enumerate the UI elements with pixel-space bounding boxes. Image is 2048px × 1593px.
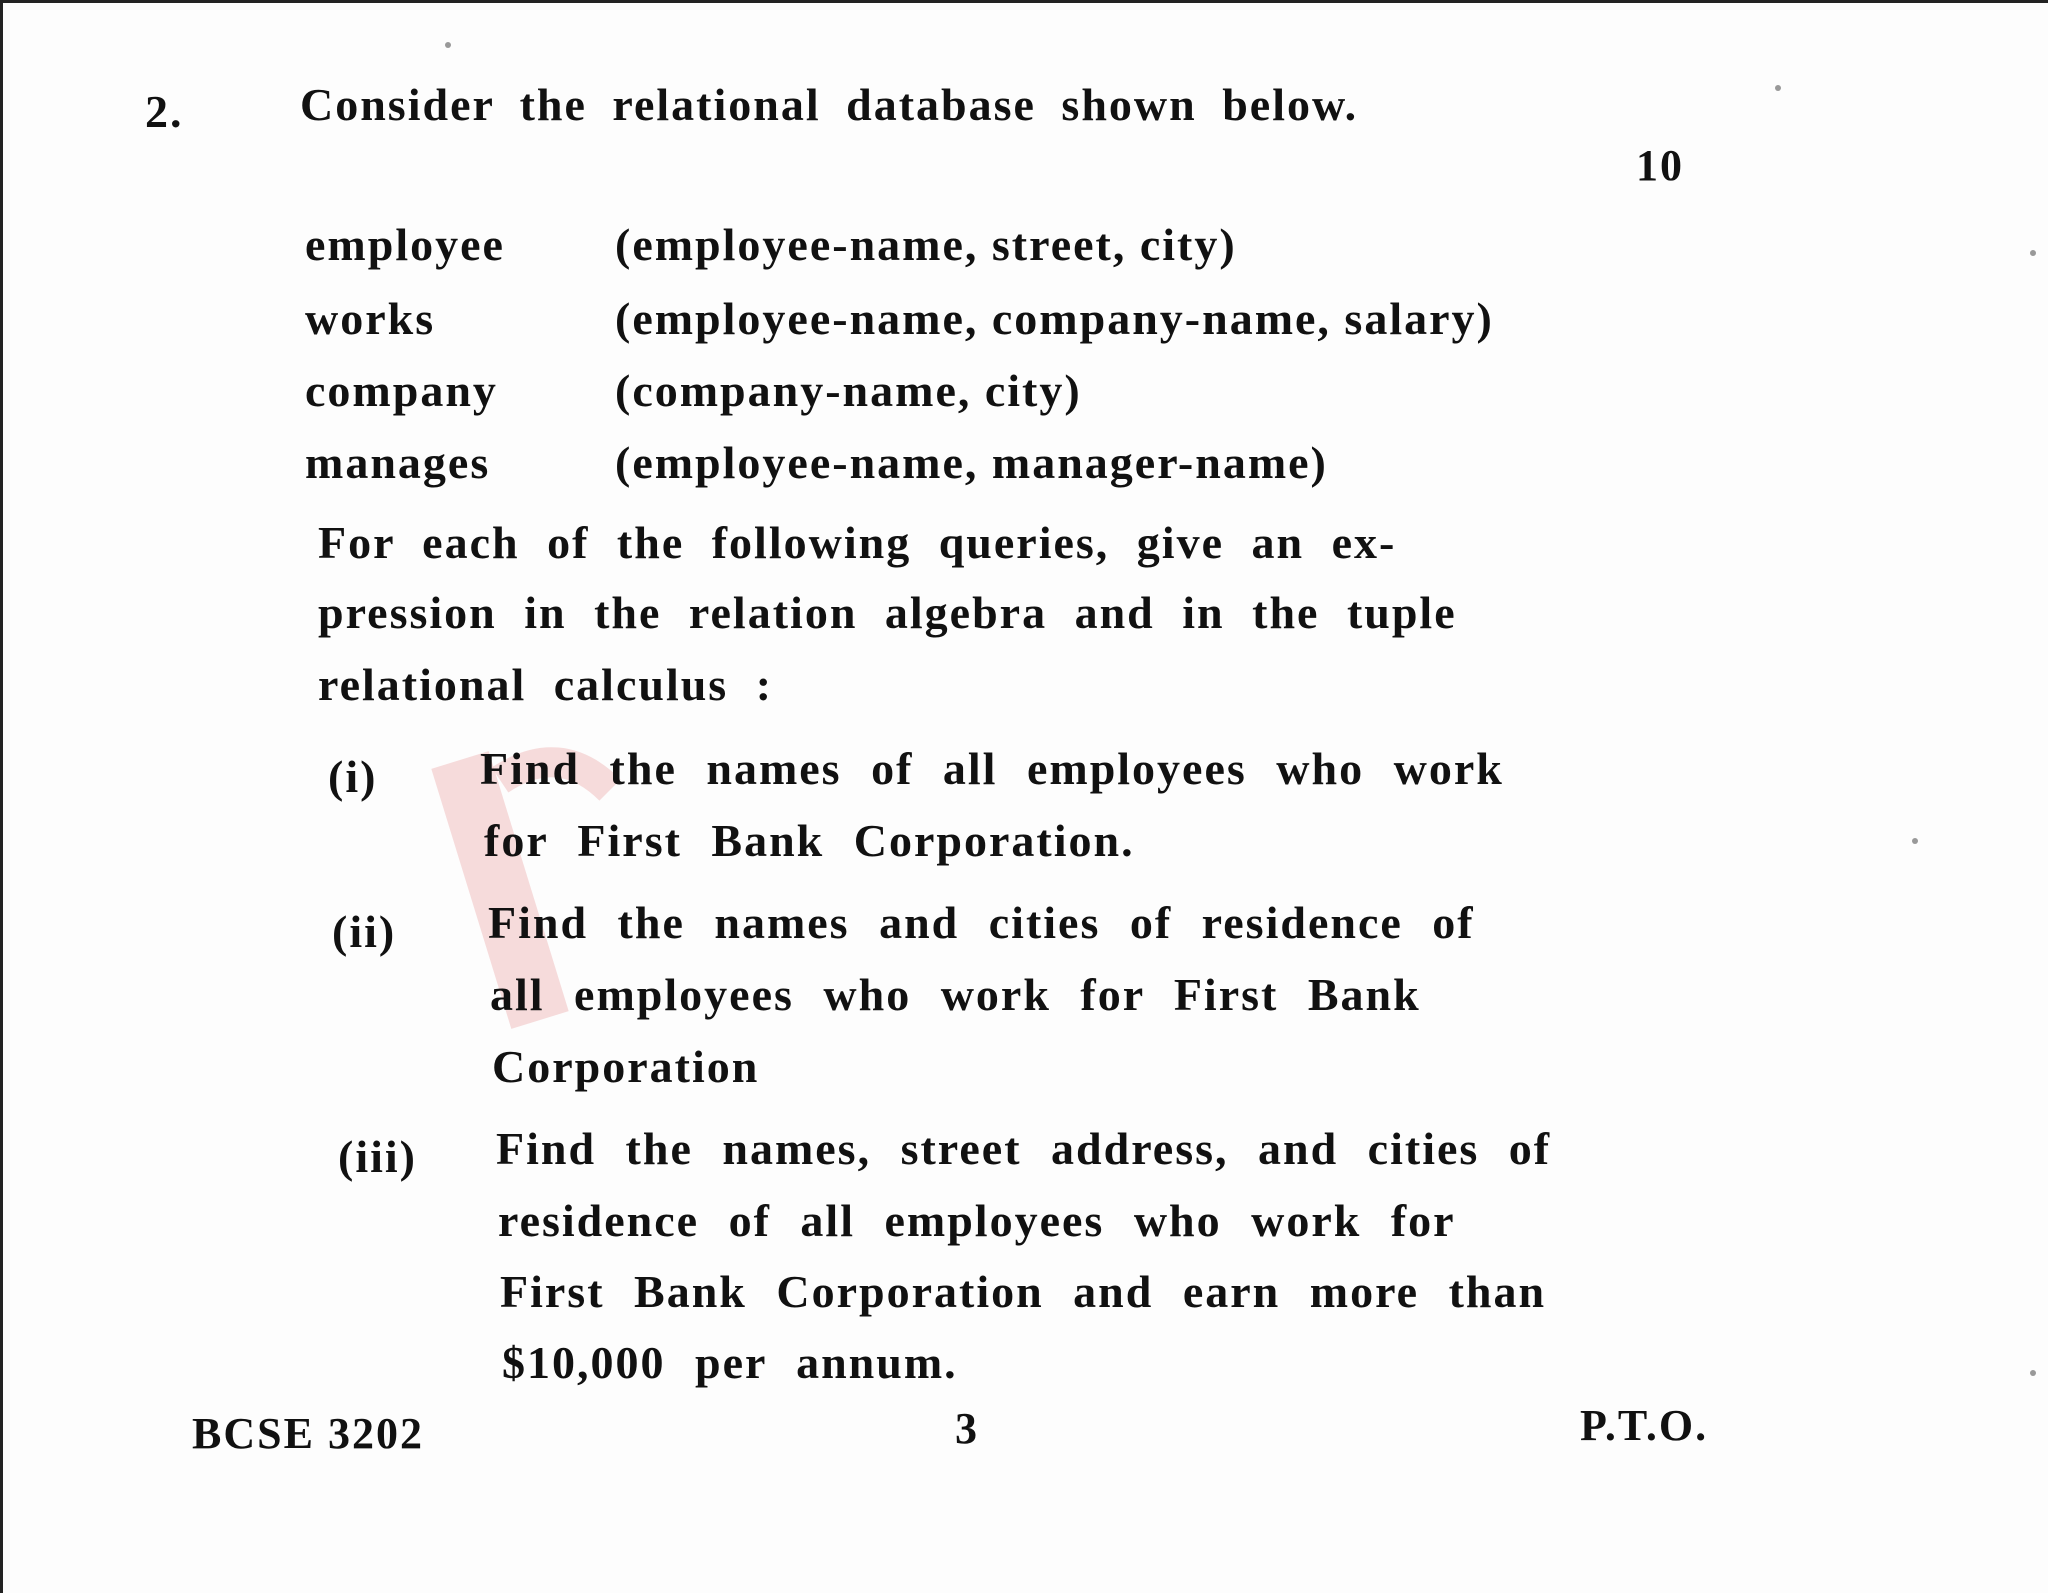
relation-name-works: works [305, 293, 436, 344]
relation-name-manages: manages [305, 437, 491, 488]
relation-name-employee: employee [305, 219, 505, 270]
subquestion-text: Corporation [492, 1041, 760, 1092]
question-intro: Consider the relational database shown below. [300, 79, 1359, 130]
scan-speck [1912, 838, 1918, 844]
question-number: 2. [145, 86, 184, 137]
scan-speck [445, 42, 451, 48]
subquestion-label: (i) [328, 751, 378, 802]
subquestion-text: all employees who work for First Bank [490, 969, 1421, 1020]
course-code: BCSE 3202 [192, 1409, 424, 1458]
scan-speck [2030, 250, 2036, 256]
scan-speck [1775, 85, 1781, 91]
instruction-line: pression in the relation algebra and in the tuple [318, 587, 1457, 638]
subquestion-text: Find the names and cities of residence of [488, 897, 1475, 948]
subquestion-text: Find the names of all employees who work [480, 743, 1504, 794]
subquestion-text: for First Bank Corporation. [484, 815, 1135, 866]
subquestion-text: $10,000 per annum. [502, 1337, 958, 1388]
pto-label: P.T.O. [1580, 1401, 1709, 1450]
page-edge-left [0, 0, 3, 1593]
page-number: 3 [955, 1404, 979, 1453]
subquestion-text: Find the names, street address, and cities of [496, 1123, 1552, 1174]
relation-attributes-works: (employee-name, company-name, salary) [615, 293, 1494, 344]
relation-name-company: company [305, 365, 498, 416]
relation-attributes-manages: (employee-name, manager-name) [615, 437, 1328, 488]
relation-attributes-company: (company-name, city) [615, 365, 1082, 416]
page-edge-top [0, 0, 2048, 3]
instruction-line: For each of the following queries, give an ex- [318, 517, 1397, 568]
subquestion-label: (ii) [332, 906, 397, 957]
relation-attributes-employee: (employee-name, street, city) [615, 219, 1237, 270]
subquestion-label: (iii) [338, 1131, 417, 1182]
question-marks: 10 [1636, 141, 1684, 190]
scan-speck [2030, 1370, 2036, 1376]
subquestion-text: First Bank Corporation and earn more than [500, 1266, 1547, 1317]
subquestion-text: residence of all employees who work for [498, 1195, 1456, 1246]
instruction-line: relational calculus : [318, 659, 774, 710]
